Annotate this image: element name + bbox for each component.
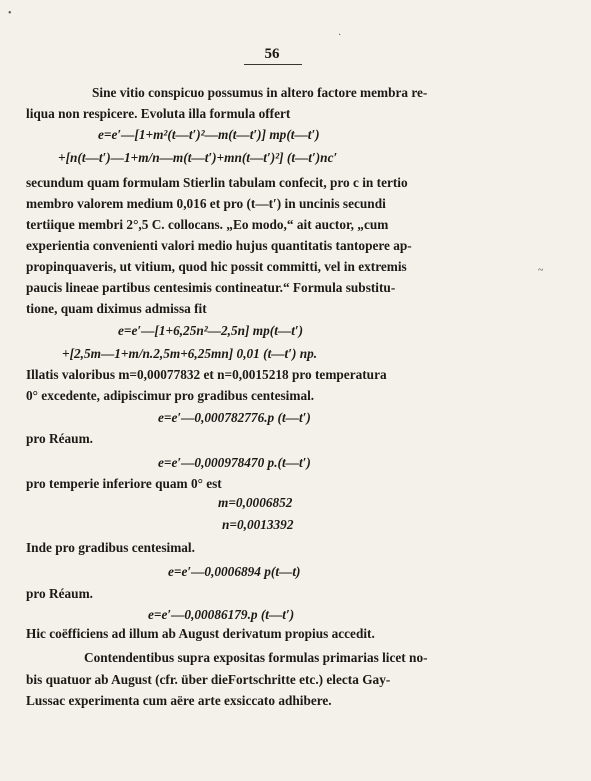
text-line: liqua non respicere. Evoluta illa formula offert (26, 106, 291, 121)
scan-speck: • (8, 8, 12, 19)
scan-speck: ~ (538, 265, 544, 276)
text-line: secundum quam formulam Stierlin tabulam confecit, pro c in tertio (26, 175, 408, 190)
text-line: Lussac experimenta cum aëre arte exsiccato adhibere. (26, 693, 332, 708)
page-number: 56 (264, 46, 280, 62)
formula-line: +[2,5m—1+m/n.2,5m+6,25mn] 0,01 (t—t′) np. (62, 346, 318, 361)
text-line: bis quatuor ab August (cfr. über dieFortschritte etc.) electa Gay- (26, 672, 391, 687)
formula-line: e=e′—[1+m²(t—t′)²—m(t—t′)] mp(t—t′) (98, 127, 320, 142)
text-line: tertiique membri 2°,5 C. collocans. „Eo modo,“ ait auctor, „cum (26, 217, 389, 232)
text-line: Inde pro gradibus centesimal. (26, 540, 195, 555)
page-number-rule (244, 64, 302, 65)
text-line: Sine vitio conspicuo possumus in altero factore membra re- (92, 85, 428, 100)
scan-speck: · (338, 30, 342, 41)
formula-line: e=e′—0,000978470 p.(t—t′) (158, 455, 311, 470)
text-line: Hic coëfficiens ad illum ab August derivatum propius accedit. (26, 626, 375, 641)
text-line: membro valorem medium 0,016 et pro (t—t′) in uncinis secundi (26, 196, 386, 211)
formula-line: n=0,0013392 (222, 517, 294, 532)
text-line: experientia convenienti valori medio hujus quantitatis tantopere ap- (26, 238, 412, 253)
text-line: pro Réaum. (26, 586, 93, 601)
text-line: propinquaveris, ut vitium, quod hic possit committi, vel in extremis (26, 259, 407, 274)
text-line: 0° excedente, adipiscimur pro gradibus centesimal. (26, 388, 315, 403)
text-line: pro Réaum. (26, 431, 93, 446)
formula-line: e=e′—0,00086179.p (t—t′) (148, 607, 295, 622)
text-line: paucis lineae partibus centesimis contineatur.“ Formula substitu- (26, 280, 396, 295)
formula-line: +[n(t—t′)—1+m/n—m(t—t′)+mn(t—t′)²] (t—t′)nc′ (58, 150, 338, 165)
text-line: tione, quam diximus admissa fit (26, 301, 207, 316)
formula-line: e=e′—0,0006894 p(t—t) (168, 564, 301, 579)
formula-line: m=0,0006852 (218, 495, 293, 510)
text-line: Contendentibus supra expositas formulas primarias licet no- (84, 650, 428, 665)
formula-line: e=e′—[1+6,25n²—2,5n] mp(t—t′) (118, 323, 304, 338)
formula-line: e=e′—0,000782776.p (t—t′) (158, 410, 311, 425)
text-line: pro temperie inferiore quam 0° est (26, 476, 222, 491)
text-line: Illatis valoribus m=0,00077832 et n=0,0015218 pro temperatura (26, 367, 387, 382)
